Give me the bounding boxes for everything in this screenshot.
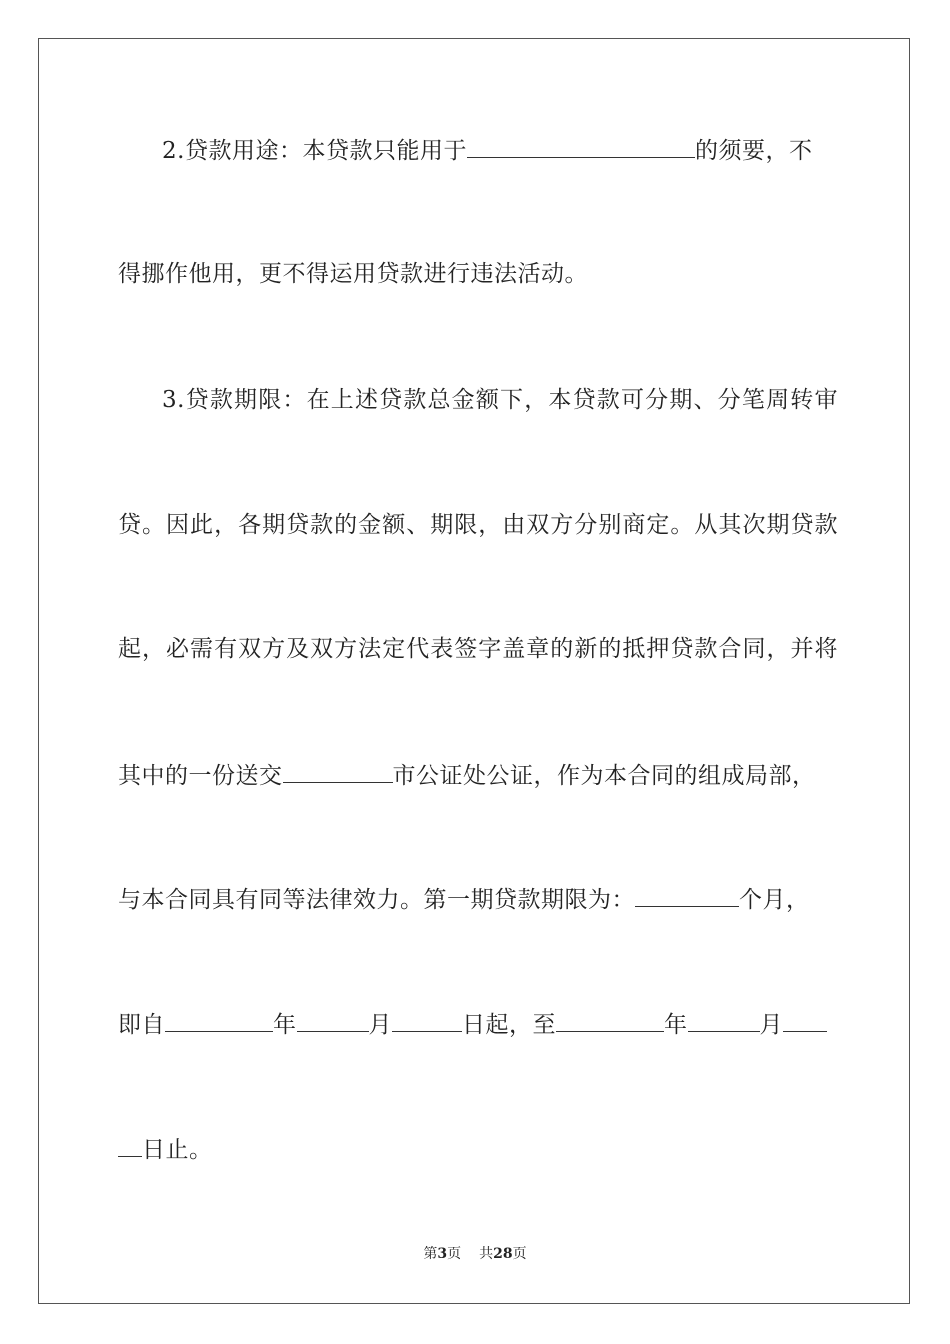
end-day-blank-part1[interactable]: [783, 1009, 827, 1032]
paragraph-3-line-3: 起，必需有双方及双方法定代表签字盖章的新的抵押贷款合同，并将: [118, 636, 838, 662]
first-term-months-blank[interactable]: [635, 884, 739, 907]
footer-total-pages: 28: [493, 1246, 513, 1262]
start-month-label: 月: [368, 1012, 392, 1038]
start-year-blank[interactable]: [165, 1009, 273, 1032]
start-year-label: 年: [273, 1012, 297, 1038]
end-day-blank-part2[interactable]: [118, 1134, 142, 1157]
page-footer: [0, 1244, 950, 1264]
page-border: [38, 38, 910, 1304]
first-term-suffix: 个月，: [739, 887, 810, 913]
end-month-label: 月: [759, 1012, 783, 1038]
end-day-label: 日止。: [142, 1137, 213, 1163]
end-year-label: 年: [664, 1012, 688, 1038]
start-day-label: 日起，至: [462, 1012, 556, 1038]
paragraph-3-line-7: [118, 1134, 838, 1165]
paragraph-3-line-2: 贷。因此，各期贷款的金额、期限，由双方分别商定。从其次期贷款: [118, 512, 838, 538]
end-month-blank[interactable]: [688, 1009, 760, 1032]
paragraph-2-line-2: 得挪作他用，更不得运用贷款进行违法活动。: [118, 261, 588, 287]
start-month-blank[interactable]: [297, 1009, 369, 1032]
paragraph-3-line-4: [118, 760, 838, 791]
first-term-prefix: 与本合同具有同等法律效力。第一期贷款期限为：: [118, 887, 635, 913]
start-day-blank[interactable]: [392, 1009, 462, 1032]
paragraph-3-line-5: [118, 884, 838, 915]
paragraph-3-line-1: 3.贷款期限：在上述贷款总金额下，本贷款可分期、分笔周转审: [162, 387, 838, 413]
loan-purpose-label: 2.贷款用途：本贷款只能用于: [162, 138, 467, 164]
loan-purpose-suffix: 的须要，不: [694, 138, 813, 164]
footer-page-suffix: 页: [447, 1246, 462, 1262]
notary-city-blank[interactable]: [283, 760, 393, 783]
paragraph-3-line-6: [118, 1009, 838, 1040]
footer-page-prefix: 第: [423, 1246, 438, 1262]
footer-page-number: 3: [437, 1246, 448, 1262]
footer-total-prefix: 共: [479, 1246, 494, 1262]
notary-prefix: 其中的一份送交: [118, 763, 283, 789]
footer-total-suffix: 页: [512, 1246, 527, 1262]
loan-purpose-blank[interactable]: [467, 135, 695, 158]
notary-suffix: 市公证处公证，作为本合同的组成局部，: [392, 763, 816, 789]
end-year-blank[interactable]: [556, 1009, 664, 1032]
paragraph-2-line-1: [162, 135, 838, 166]
from-label: 即自: [118, 1012, 165, 1038]
